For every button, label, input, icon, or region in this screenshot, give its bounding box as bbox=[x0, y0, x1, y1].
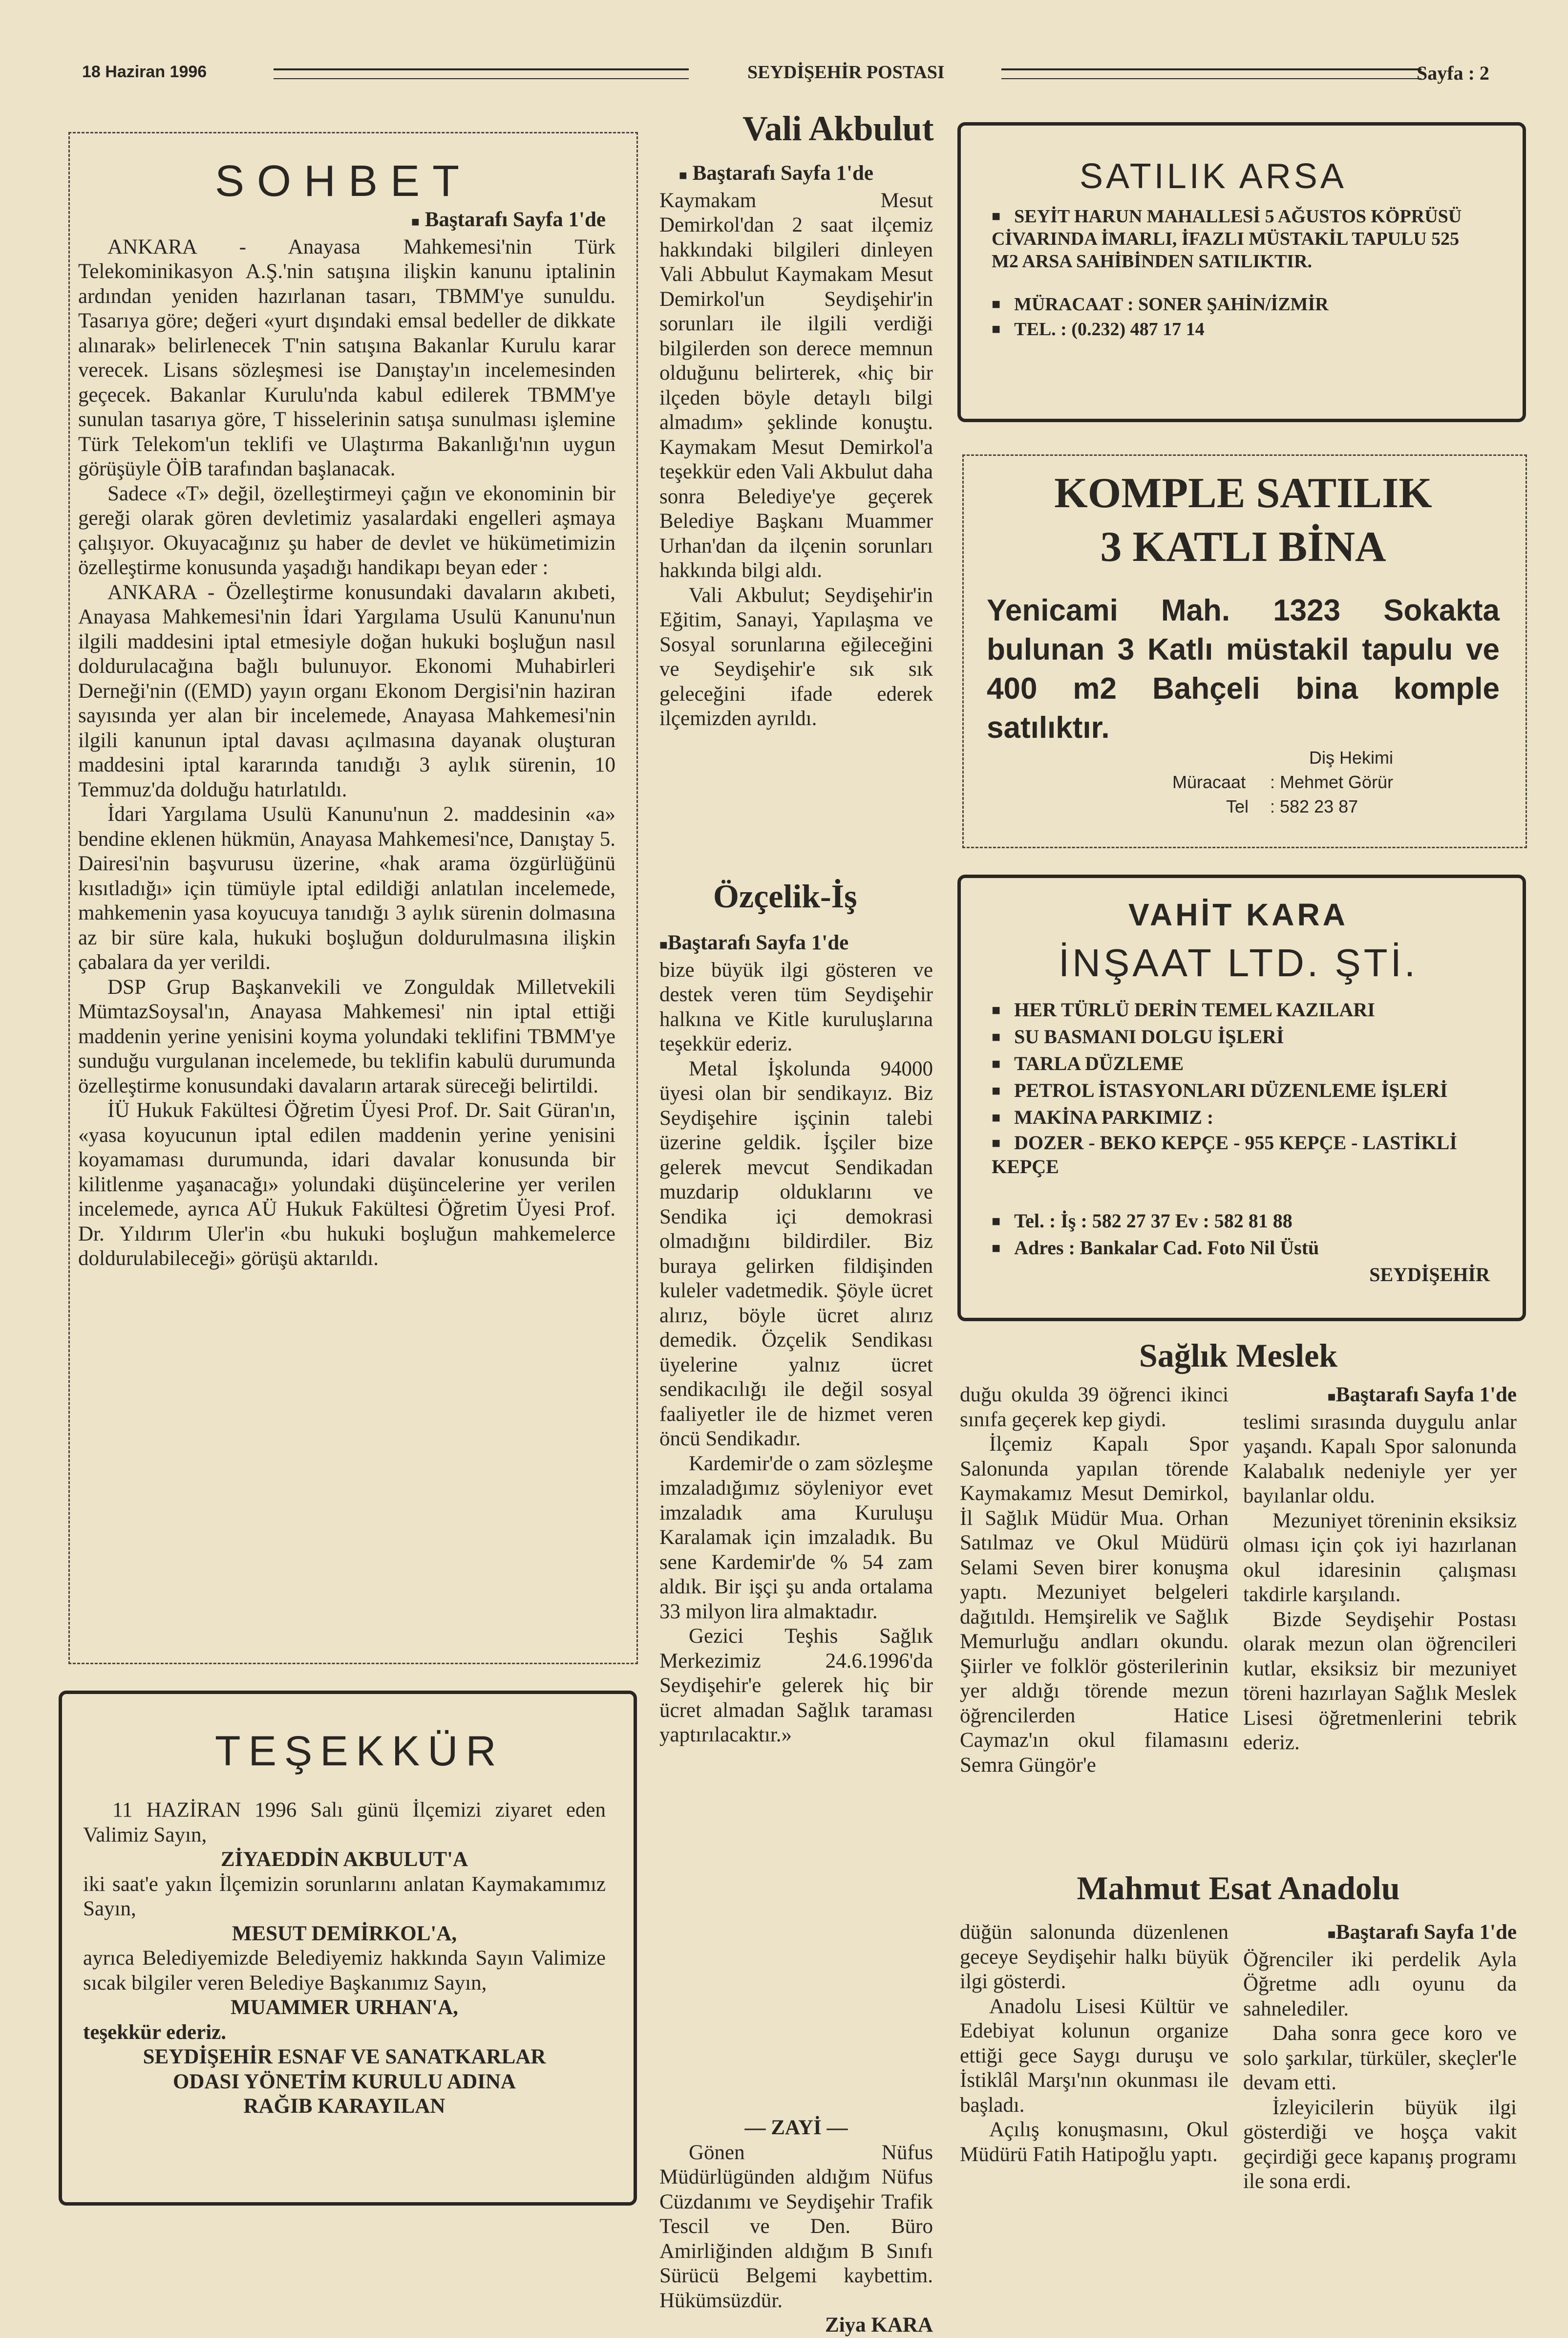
vahit-services bbox=[992, 997, 1490, 1288]
saglik-paragraph: duğu okulda 39 öğrenci ikinci sınıfa geçerek kep giydi. bbox=[960, 1383, 1229, 1431]
vahit-address: ■ Adres : Bankalar Cad. Foto Nil Üstü bbox=[992, 1235, 1490, 1262]
bina-muracaat-name: : Mehmet Görür bbox=[1270, 772, 1394, 792]
vahit-service-item: ■ SU BASMANI DOLGU İŞLERİ bbox=[992, 1024, 1490, 1051]
tesekkur-signature: RAĞIB KARAYILAN bbox=[243, 2095, 445, 2118]
vali-paragraph: Vali Akbulut; Seydişehir'in Eğitim, Sanayi, Yapılaşma ve Sosyal sorunlarına eğileceğini ve Seydişehir'e sık sık geleceğini ifade ederek ilçemizden ayrıldı. bbox=[659, 583, 933, 730]
tesekkur-title: TEŞEKKÜR bbox=[215, 1728, 504, 1775]
ozcelik-continuation: ■Baştarafı Sayfa 1'de bbox=[659, 931, 849, 954]
header-date: 18 Haziran 1996 bbox=[82, 63, 207, 81]
sohbet-paragraph: İÜ Hukuk Fakültesi Öğretim Üyesi Prof. Dr. Sait Güran'ın, «yasa koyucunun iptal edilen maddenin yerine yenisini koyamaması durumunda, idari davalar konusunda bir kilitlenme yaşanacağı» yolundaki düşüncelerine yer verilen incelemede, ayrıca AÜ Hukuk Fakültesi Öğretim Üyesi Prof. Dr. Yıldırım Uler'in «bu hukuki boşluğun mahkemelerce doldurulabileceği» görüşü aktarıldı. bbox=[78, 1099, 615, 1270]
mahmut-title: Mahmut Esat Anadolu bbox=[1077, 1869, 1400, 1907]
bina-tel-label: Tel bbox=[1226, 796, 1249, 816]
ozcelik-title: Özçelik-İş bbox=[713, 878, 857, 915]
bina-muracaat-label: Müracaat bbox=[1172, 772, 1246, 792]
vahit-title-1: VAHİT KARA bbox=[1128, 897, 1348, 932]
bina-tel-value: : 582 23 87 bbox=[1270, 796, 1358, 816]
tesekkur-body bbox=[83, 1798, 606, 2119]
sohbet-paragraph: ANKARA - Anayasa Mahkemesi'nin Türk Telekominikasyon A.Ş.'nin satışına ilişkin kanunu iptalinin ardından yeniden hazırlanan tasarı, TBMM'ye sunuldu. Tasarıya göre; değeri «yurt dışındaki emsal bedeller de dikkate alınarak» belirlenecek T'nin satışına Bakanlar Kurulu karar verecek. Lisans sözleşmesi ise Danıştay'ın incelemesinden geçecek. Bakanlar Kurulu'nda kabul edilerek TBMM'ye sunulan tasarıya göre, T hisselerinin satışa sunulması işlemine Türk Telekom'un teklifi ve Ulaştırma Bakanlığı'nın uygun görüşüyle ÖİB tarafından başlanacak. bbox=[78, 235, 615, 480]
mahmut-paragraph: düğün salonunda düzenlenen geceye Seydişehir halkı büyük ilgi gösterdi. bbox=[960, 1921, 1229, 1993]
tesekkur-signature: ODASI YÖNETİM KURULU ADINA bbox=[172, 2070, 516, 2093]
bina-dentist-label: Diş Hekimi bbox=[1309, 748, 1394, 768]
vahit-phone: ■ Tel. : İş : 582 27 37 Ev : 582 81 88 bbox=[992, 1208, 1490, 1235]
saglik-paragraph: teslimi sırasında duygulu anlar yaşandı. Kapalı Spor salonunda Kalabalık nedeniyle yer yer bayılanlar oldu. bbox=[1243, 1410, 1517, 1507]
header-page: Sayfa : 2 bbox=[1417, 62, 1489, 84]
vahit-title-2: İNŞAAT LTD. ŞTİ. bbox=[1058, 941, 1419, 985]
vahit-service-item: ■ PETROL İSTASYONLARI DÜZENLEME İŞLERİ bbox=[992, 1077, 1490, 1104]
vahit-service-item: ■ DOZER - BEKO KEPÇE - 955 KEPÇE - LASTİKLİ KEPÇE bbox=[992, 1131, 1490, 1179]
ozcelik-paragraph: Kardemir'de o zam sözleşme imzaladığımız söyleniyor evet imzaladık ama Kuruluşu Karalamak için imzaladık. Bu sene Kardemir'de % 54 zam aldık. Bir işçi şu anda ortalama 33 milyon lira almaktadır. bbox=[659, 1452, 933, 1623]
vali-continuation: ■ Baştarafı Sayfa 1'de bbox=[679, 162, 873, 185]
saglik-col-1 bbox=[960, 1383, 1229, 1778]
vahit-service-item: ■ TARLA DÜZLEME bbox=[992, 1051, 1490, 1077]
vali-title: Vali Akbulut bbox=[742, 109, 934, 148]
sohbet-continuation: ■ Baştarafı Sayfa 1'de bbox=[411, 208, 606, 231]
saglik-paragraph: İlçemiz Kapalı Spor Salonunda yapılan törende Kaymakamız Mesut Demirkol, İl Sağlık Müdür Mua. Orhan Satılmaz ve Okul Müdürü Selami Seven birer konuşma yaptı. Mezuniyet belgeleri dağıtıldı. Hemşirelik ve Sağlık Memurluğu andları okundu. Şiirler ve folklör gösterilerinin yer aldığı törende mezun öğrencilerden Hatice Caymaz'ın okul filamasını Semra Güngör'e bbox=[960, 1433, 1229, 1777]
vahit-city: SEYDİŞEHİR bbox=[1369, 1264, 1490, 1286]
sohbet-title: SOHBET bbox=[215, 157, 472, 206]
zayi-title: — ZAYİ — bbox=[744, 2116, 848, 2139]
saglik-paragraph: Bizde Seydişehir Postası olarak mezun olan öğrencileri kutlar, eksiksiz bir mezuniyet töreni hazırlayan Sağlık Meslek Lisesi öğretmenlerini tebrik ederiz. bbox=[1243, 1608, 1517, 1754]
arsa-title: SATILIK ARSA bbox=[1080, 157, 1347, 196]
bina-title-2: 3 KATLI BİNA bbox=[1100, 523, 1386, 571]
ozcelik-paragraph: bize büyük ilgi gösteren ve destek veren tüm Seydişehir halkına ve Kitle kuruluşlarına teşekkür ederiz. bbox=[659, 958, 933, 1055]
vali-body bbox=[659, 161, 933, 731]
tesekkur-intro: 11 HAZİRAN 1996 Salı günü İlçemizi ziyaret eden Valimiz Sayın, bbox=[83, 1799, 606, 1846]
header-rule-left bbox=[274, 68, 689, 70]
vahit-service-item: ■ HER TÜRLÜ DERİN TEMEL KAZILARI bbox=[992, 997, 1490, 1024]
ozcelik-body bbox=[659, 931, 933, 1748]
header-rule-left-2 bbox=[274, 78, 689, 79]
mahmut-paragraph: Öğrenciler iki perdelik Ayla Öğretme adlı oyunu da sahnelediler. bbox=[1243, 1948, 1517, 2020]
header-rule-right-2 bbox=[1001, 78, 1421, 79]
saglik-title: Sağlık Meslek bbox=[1139, 1337, 1338, 1374]
tesekkur-text: iki saat'e yakın İlçemizin sorunlarını anlatan Kaymakamımız Sayın, bbox=[83, 1872, 606, 1920]
sohbet-paragraph: ANKARA - Özelleştirme konusundaki davaların akıbeti, Anayasa Mahkemesi'nin İdari Yargılama Usulü Kanunu'nun ilgili maddesini iptal etmesiyle doğan hukuki boşluğun nasıl doldurulacağına bağlı bulunuyor. Ekonomi Muhabirleri Derneği'nin ((EMD) yayın organı Ekonom Dergisi'nin haziran sayısında yer alan bir incelemede, Anayasa Mahkemesi'nin ilgili kanunun iptal davası açılmasına dayanak oluşturan maddesini iptal kararında tanıdığı 3 aylık sürenin, 10 Temmuz'da dolduğu hatırlatıldı. bbox=[78, 580, 615, 801]
zayi-name: Ziya KARA bbox=[825, 2314, 933, 2337]
mahmut-continuation: ■Baştarafı Sayfa 1'de bbox=[1327, 1921, 1517, 1944]
arsa-description: ■ SEYİT HARUN MAHALLESİ 5 AĞUSTOS KÖPRÜSÜ CİVARINDA İMARLI, İFAZLI MÜSTAKİL TAPULU 525 M2 ARSA SAHİBİNDEN SATILIKTIR. bbox=[992, 205, 1490, 273]
arsa-phone: ■ TEL. : (0.232) 487 17 14 bbox=[992, 317, 1490, 342]
saglik-col-2 bbox=[1243, 1383, 1517, 1756]
vali-paragraph: Kaymakam Mesut Demirkol'dan 2 saat ilçemiz hakkındaki bilgileri dinleyen Vali Abbulut Kaymakam Mesut Demirkol'un Seydişehir'in sorunları ile ilgili verdiği bilgilerden son derece memnun olduğunu belirterek, «hiç bir ilçeden böyle detaylı bilgi almadım» şeklinde konuştu. Kaymakam Mesut Demirkol'a teşekkür eden Vali Akbulut daha sonra Belediye'ye geçerek Belediye Başkanı Muammer Urhan'dan da ilçenin sorunları hakkında bilgi aldı. bbox=[659, 189, 933, 582]
mahmut-paragraph: İzleyicilerin büyük ilgi gösterdiği ve hoşça vakit geçirdiği gece kapanış programı ile sona erdi. bbox=[1243, 2096, 1517, 2193]
arsa-body bbox=[992, 205, 1490, 342]
mahmut-col-1 bbox=[960, 1920, 1229, 2167]
zayi-text: Gönen Nüfus Müdürlügünden aldığım Nüfus Cüzdanımı ve Seydişehir Trafik Tescil ve Den. Büro Amirliğinden aldığım B Sınıfı Sürücü Belgemi kaybettim. Hükümsüzdür. bbox=[659, 2141, 933, 2312]
tesekkur-name: MUAMMER URHAN'A, bbox=[231, 1996, 458, 2019]
header-paper-name: SEYDİŞEHİR POSTASI bbox=[747, 62, 945, 83]
saglik-continuation: ■Baştarafı Sayfa 1'de bbox=[1327, 1383, 1517, 1406]
mahmut-paragraph: Anadolu Lisesi Kültür ve Edebiyat kolunun organize ettiği gece Saygı duruşu ve İstiklâl Marşı'nın okunması ile başladı. bbox=[960, 1995, 1229, 2117]
sohbet-paragraph: DSP Grup Başkanvekili ve Zonguldak Milletvekili MümtazSoysal'ın, Anayasa Mahkemesi' nin iptal ettiği maddenin yerine yenisini koyma yolundaki teklifini TBMM'ye sunduğu vurgulanan incelemede, bu teklifin kabulü durumunda özelleştirme konusundaki davaların artarak süreceği belirtildi. bbox=[78, 975, 615, 1097]
zayi-box bbox=[659, 2116, 933, 2338]
ozcelik-paragraph: Gezici Teşhis Sağlık Merkezimiz 24.6.1996'da Seydişehir'e gelerek hiç bir ücret almadan Sağlık taraması yaptırılacaktır.» bbox=[659, 1625, 933, 1746]
saglik-paragraph: Mezuniyet töreninin eksiksiz olması için çok iyi hazırlanan okul idaresinin çalışması takdirle karşılandı. bbox=[1243, 1509, 1517, 1606]
tesekkur-name: MESUT DEMİRKOL'A, bbox=[232, 1922, 457, 1945]
arsa-contact: ■ MÜRACAAT : SONER ŞAHİN/İZMİR bbox=[992, 292, 1490, 317]
vahit-service-item: ■ MAKİNA PARKIMIZ : bbox=[992, 1104, 1490, 1131]
sohbet-body bbox=[78, 208, 615, 1271]
mahmut-col-2 bbox=[1243, 1920, 1517, 2194]
tesekkur-text: ayrıca Belediyemizde Belediyemiz hakkında Sayın Valimize sıcak bilgiler veren Belediye Başkanımız Sayın, bbox=[83, 1947, 606, 1995]
tesekkur-thanks: teşekkür ederiz. bbox=[83, 2020, 226, 2044]
header-rule-right bbox=[1001, 68, 1421, 70]
sohbet-paragraph: Sadece «T» değil, özelleştirmeyi çağın ve ekonominin bir gereği olarak gören devletimiz yasalardaki engelleri aşmaya çalışıyor. Okuyacağınız şu haber de devlet ve hükümetimizin özelleştirme konusunda yaşadığı handikapı beyan eder : bbox=[78, 482, 615, 579]
sohbet-paragraph: İdari Yargılama Usulü Kanunu'nun 2. maddesinin «a» bendine eklenen hükmün, Anayasa Mahkemesi'nce, Danıştay 5. Dairesi'nin başvurusu üzerine, «hak arama özgürlüğünü kısıtladığı» için tümüyle iptal edildiği anlatılan incelemede, mahkemenin yasa koyucuya tanıdığı 3 aylık sürenin dolmasına az bir süre kala, hukuki boşluğun doldurulmasına ilişkin çabalara da yer verildi. bbox=[78, 803, 615, 974]
bina-title-1: KOMPLE SATILIK bbox=[1054, 470, 1432, 517]
tesekkur-name: ZİYAEDDİN AKBULUT'A bbox=[220, 1848, 468, 1871]
ozcelik-paragraph: Metal İşkolunda 94000 üyesi olan bir sendikayız. Biz Seydişehire işçinin talebi üzerine geldik. İşçiler bize gelerek mevcut Sendikadan muzdarip olduklarını ve Sendika içi demokrasi olmadığını bildirdiler. Biz buraya gelirken fildişinden kuleler vadetmedik. Şöyle ücret alırız, böyle ücret alırız demedik. Özçelik Sendikası üyelerine yalnız ücret sendikacılığı ile değil sosyal faaliyetler ile de hizmet veren öncü Sendikadır. bbox=[659, 1057, 933, 1450]
bina-description: Yenicami Mah. 1323 Sokakta bulunan 3 Katlı müstakil tapulu ve 400 m2 Bahçeli bina komple satılıktır. bbox=[987, 594, 1500, 745]
tesekkur-signature: SEYDİŞEHİR ESNAF VE SANATKARLAR bbox=[143, 2045, 546, 2068]
mahmut-paragraph: Daha sonra gece koro ve solo şarkılar, türküler, skeçler'le devam etti. bbox=[1243, 2022, 1517, 2094]
mahmut-paragraph: Açılış konuşmasını, Okul Müdürü Fatih Hatipoğlu yaptı. bbox=[960, 2118, 1229, 2166]
